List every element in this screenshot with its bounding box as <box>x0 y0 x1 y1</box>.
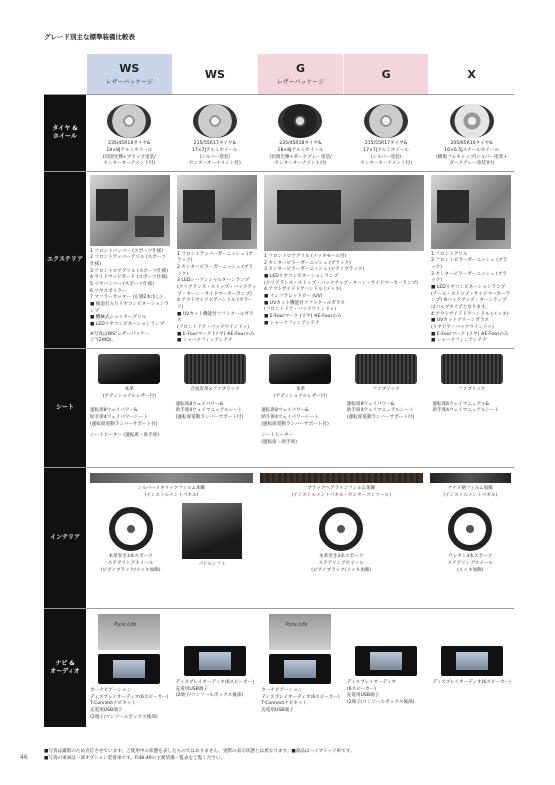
page-number: 46 <box>20 754 28 761</box>
feature-item: ■ シャークフィンアンテナ <box>431 338 487 344</box>
navi-feature: 充電用USB端子 (2端子/コンソールボックス後部) <box>175 686 244 699</box>
feature-item: ■ シャークフィンアンテナ <box>264 320 320 326</box>
navi-card-image: Pure Life <box>98 614 160 650</box>
navi-feature: 充電用USB端子 (2端子/コンソールボックス後部) <box>90 707 158 720</box>
feature-item: ■ UVカットグリーンガラス <box>431 318 489 324</box>
seat-feature: シートヒーター (運転席・助手席) <box>261 433 297 445</box>
navi-feature: 充電用USB端子 <box>261 707 294 713</box>
feature-item: 2 センターピラーガーニッシュ (ブラック) <box>264 260 351 266</box>
navi-screen-image <box>441 646 503 676</box>
seat-photo <box>98 354 160 384</box>
seat-feature: 運転席6ウェイマニュアル& 助手席4ウェイマニュアルシート <box>432 401 500 414</box>
steering-wheel-image <box>448 507 492 551</box>
film-sample <box>430 473 511 483</box>
seat-photo <box>355 354 417 384</box>
row-exterior <box>44 171 514 348</box>
feature-item: ■ UVカット機能付ソフトクールガラス <box>264 300 345 306</box>
grade-g-leather: G レザーパッケージ <box>258 54 343 94</box>
feature-item: (フロントドア・バックウインドゥ) <box>264 307 337 313</box>
seat-photo <box>441 354 503 384</box>
feature-list <box>90 249 170 329</box>
feature-item: (クリアランス・ストップ・バックアップ・ターン・サイドマーカーランプ) <box>264 280 419 286</box>
feature-item: 3 フロントロアグリル (スポーツ仕様) <box>90 268 169 274</box>
feature-item: 3 センターピラーガーニッシュ (ピアノブラック) <box>264 267 365 273</box>
feature-item: 4 サイドマッドガード (スポーツ仕様) <box>90 275 168 281</box>
navi-feature: T-Connectナビキット <box>90 701 136 707</box>
feature-item: 6 リヤスポイラー <box>90 288 127 294</box>
grade-g: G <box>344 54 429 94</box>
feature-item: ■ LEDリヤコンビネーションランプ <box>264 273 339 279</box>
row-interior: インテリア シルバーメタリックフィルム加飾 (インストルメントパネル) 本革巻き3本スポーク ステアリングホイール (ピアノブラック/メッキ加飾) パドルシフト ブラックヘアラインフィルム加飾 (インストルメントパネル・センターコンソール) 本革巻き3本スポーク ステアリングホイール (ピアノブラック/メッキ加飾) ナナメ柄フィルム加飾 (インストルメントパネル) ウレタン3本スポーク ステアリングホイール (メッキ加飾) <box>44 467 514 608</box>
seat-feature: 運転席8ウェイパワー& 助手席4ウェイマニュアルシート (運転席電動ランバーサポート付) <box>346 401 415 420</box>
feature-item: 3 センターピラーガーニッシュ (ブラック) <box>431 271 507 284</box>
feature-item: ■ LEDリヤコンビネーションランプ (テール・ストップ・サイドマーカーランプ) ※バックアップ・ターンランプはバルブタイプとなります。 <box>431 285 511 311</box>
row-label-seat: シート <box>44 349 86 467</box>
navi-screen-image <box>98 654 160 684</box>
feature-item: 4 アウトサイドドアハンドル (メッキ) <box>264 287 342 293</box>
steering-wheel-image <box>319 507 363 551</box>
feature-item: 1 フロントアッパーガーニッシュ (ブラック) <box>177 251 253 264</box>
feature-list <box>431 252 511 345</box>
feature-item: ■ LEDリヤコンビネーションランプ <box>90 322 165 328</box>
navi-screen-image <box>184 646 246 676</box>
exterior-note: ※写真はWS“レザーパッケージ”(2WD)。 <box>90 331 150 344</box>
wheel-image <box>450 104 494 138</box>
grade-ws-leather: WS レザーパッケージ <box>87 54 172 94</box>
feature-item: ■ インフラレッドカー (UV) <box>264 293 323 299</box>
feature-item: ■ 後退灯入りリヤコンビネーションランプ <box>90 302 170 314</box>
feature-item: 2 フロントピラーガーニッシュ (ブラック) <box>431 258 508 271</box>
exterior-photo <box>177 175 257 249</box>
row-label-navi: ナビ & オーディオ <box>44 609 86 727</box>
navi-card-image: Pure Life <box>269 614 331 650</box>
feature-item: ■ E-Fourマーク (リヤ) ※E-Fourのみ <box>177 331 255 337</box>
seat-photo <box>269 354 331 384</box>
grade-header <box>44 54 514 94</box>
comparison-table <box>44 54 514 727</box>
feature-item: 1 フロントバンパー (スポーツ仕様) <box>90 248 164 254</box>
navi-feature: カーナビゲーション ディスプレイオーディオ(6スピーカー) <box>261 688 340 700</box>
seat-feature: 運転席8ウェイパワー& 助手席4ウェイパワーシート (運転席電動ランバーサポート付) <box>261 408 329 427</box>
feature-item: 2 フロントアッパーグリル (スポーツ仕様) <box>90 255 166 268</box>
feature-item: 1 フロントロアグリル (メッキモール付) <box>264 254 347 259</box>
steering-wheel-image <box>109 507 153 551</box>
feature-item: (リヤドア・バックウインドゥ) <box>431 325 494 331</box>
navi-feature: ディスプレイオーディオ(6スピーカー) <box>175 680 255 685</box>
grade-x: X <box>467 67 476 81</box>
feature-item: 2 センターピラーガーニッシュ (ブラック) <box>177 265 253 277</box>
feature-item: (フロントドア・バックウインドゥ) <box>177 325 250 331</box>
navi-feature: ディスプレイオーディオ (6スピーカー) <box>346 680 397 692</box>
feature-item: ■ E-Fourマーク (リヤ) ※E-Fourのみ <box>431 331 509 337</box>
navi-feature: 充電用USB端子 (2端子/コンソールボックス後部) <box>346 693 415 705</box>
seat-feature: 運転席8ウェイパワー& 助手席4ウェイパワーシート (運転席電動ランバーサポート付) <box>90 408 158 427</box>
paddle-shift-image <box>182 503 242 559</box>
feature-list <box>177 252 257 345</box>
wheel-image <box>107 104 151 138</box>
feature-item: ■ 機械式シャッターグリル <box>90 315 147 321</box>
page-title: グレード別主な標準装備比較表 <box>44 33 135 41</box>
row-seat: シート 本革 (アディショナルレザー付) 運転席8ウェイパワー& 助手席4ウェイパワーシート (運転席電動ランバーサポート付) シートヒーター (運転席・助手席) 合成皮革×ファブリック 運転席8ウェイパワー& 助手席4ウェイマニュアルシート (運転席電動ランバーサポート付) 本革 (アディショナルレザー付) 運転席8ウェイパワー& 助手席4ウェイパワーシート (運転席電動ランバーサポート付) シートヒーター (運転席・助手席) ファブリック 運転席8ウェイパワー& 助手席4ウェイマニュアルシート (運転席電動ランバーサポート付) ファブリック 運転席6ウェイマニュアル& 助手席4ウェイマニュアルシート <box>44 348 514 467</box>
row-label-interior: インテリア <box>44 468 86 608</box>
feature-item: 4 アウトサイドドアハンドル (メッキ) <box>431 311 509 317</box>
navi-screen-image <box>355 646 417 676</box>
feature-item: ■ UVカット機能付ソフトクールガラス <box>177 311 254 324</box>
row-label-tire: タイヤ & ホイール <box>44 95 86 171</box>
film-sample <box>260 473 423 483</box>
wheel-image <box>193 104 237 138</box>
film-sample <box>90 473 253 483</box>
seat-feature: 運転席8ウェイパワー& 助手席4ウェイマニュアルシート (運転席電動ランバーサポート付) <box>175 401 244 420</box>
navi-feature: T-Connectナビキット <box>261 701 308 707</box>
feature-item: ■ E-Fourマーク (リヤ) ※E-Fourのみ <box>264 313 342 319</box>
row-navi <box>44 608 514 727</box>
grade-ws: WS <box>204 67 225 81</box>
seat-feature: シートヒーター (運転席・助手席) <box>90 433 160 439</box>
wheel-image <box>278 104 322 138</box>
feature-item: (クリアランス・ストップ・バックアップ・ターン・サイドマーカーランプ) <box>177 285 257 297</box>
row-label-exterior: エクステリア <box>44 172 86 348</box>
row-tire: タイヤ & ホイール 235/45R18タイヤ& 18×8Jアルミホイール (切削光輝+ブラック塗装/ センターオーナメント付) 215/55R17タイヤ& 17×7Jアルミホイール (シルバー塗装/ センターオーナメント付) 235/45R18タイヤ& 18×8Jアルミホイール (切削光輝+ダークグレー塗装/ センターオーナメント付) 215/55R17タイヤ& 17×7Jアルミホイール (シルバー塗装/ センターオーナメント付) 205/65R16タイヤ& 16×6.5Jスチールホイール (樹脂フルキャップ[シルバー塗装+ ダークグレー塗装]付) <box>44 94 514 171</box>
footnotes: ■写真は撮影のため点灯させています。ご使用中の状態を表したものではありません。実際の表示状態とは異なります。■商品はハイブリッド車です。 ■写真の車両は一部オプション装着車です。P.48-49の主要装備一覧表をご覧ください。 <box>44 749 355 762</box>
wheel-image <box>364 104 408 138</box>
feature-item: 4 アウトサイドドアハンドル (カラード) <box>177 298 253 311</box>
navi-feature: カーナビゲーション ディスプレイオーディオ(6スピーカー) <box>90 688 169 700</box>
exterior-photo <box>90 175 170 246</box>
feature-item: 3 LEDシーケンシャルターンランプ <box>177 278 250 284</box>
feature-item: 5 リヤバンパー (スポーツ仕様) <box>90 282 154 288</box>
navi-screen-image <box>269 654 331 684</box>
feature-item: 7 マフラーカッター (左側2本出し) <box>90 295 162 301</box>
exterior-photo <box>264 175 424 251</box>
exterior-photo <box>431 175 511 249</box>
feature-item: ■ シャークフィンアンテナ <box>177 338 233 344</box>
feature-item: 1 フロントグリル <box>431 251 468 257</box>
navi-feature: ディスプレイオーディオ(6スピーカー) <box>432 680 511 685</box>
seat-photo <box>184 354 246 384</box>
feature-list <box>264 254 424 327</box>
